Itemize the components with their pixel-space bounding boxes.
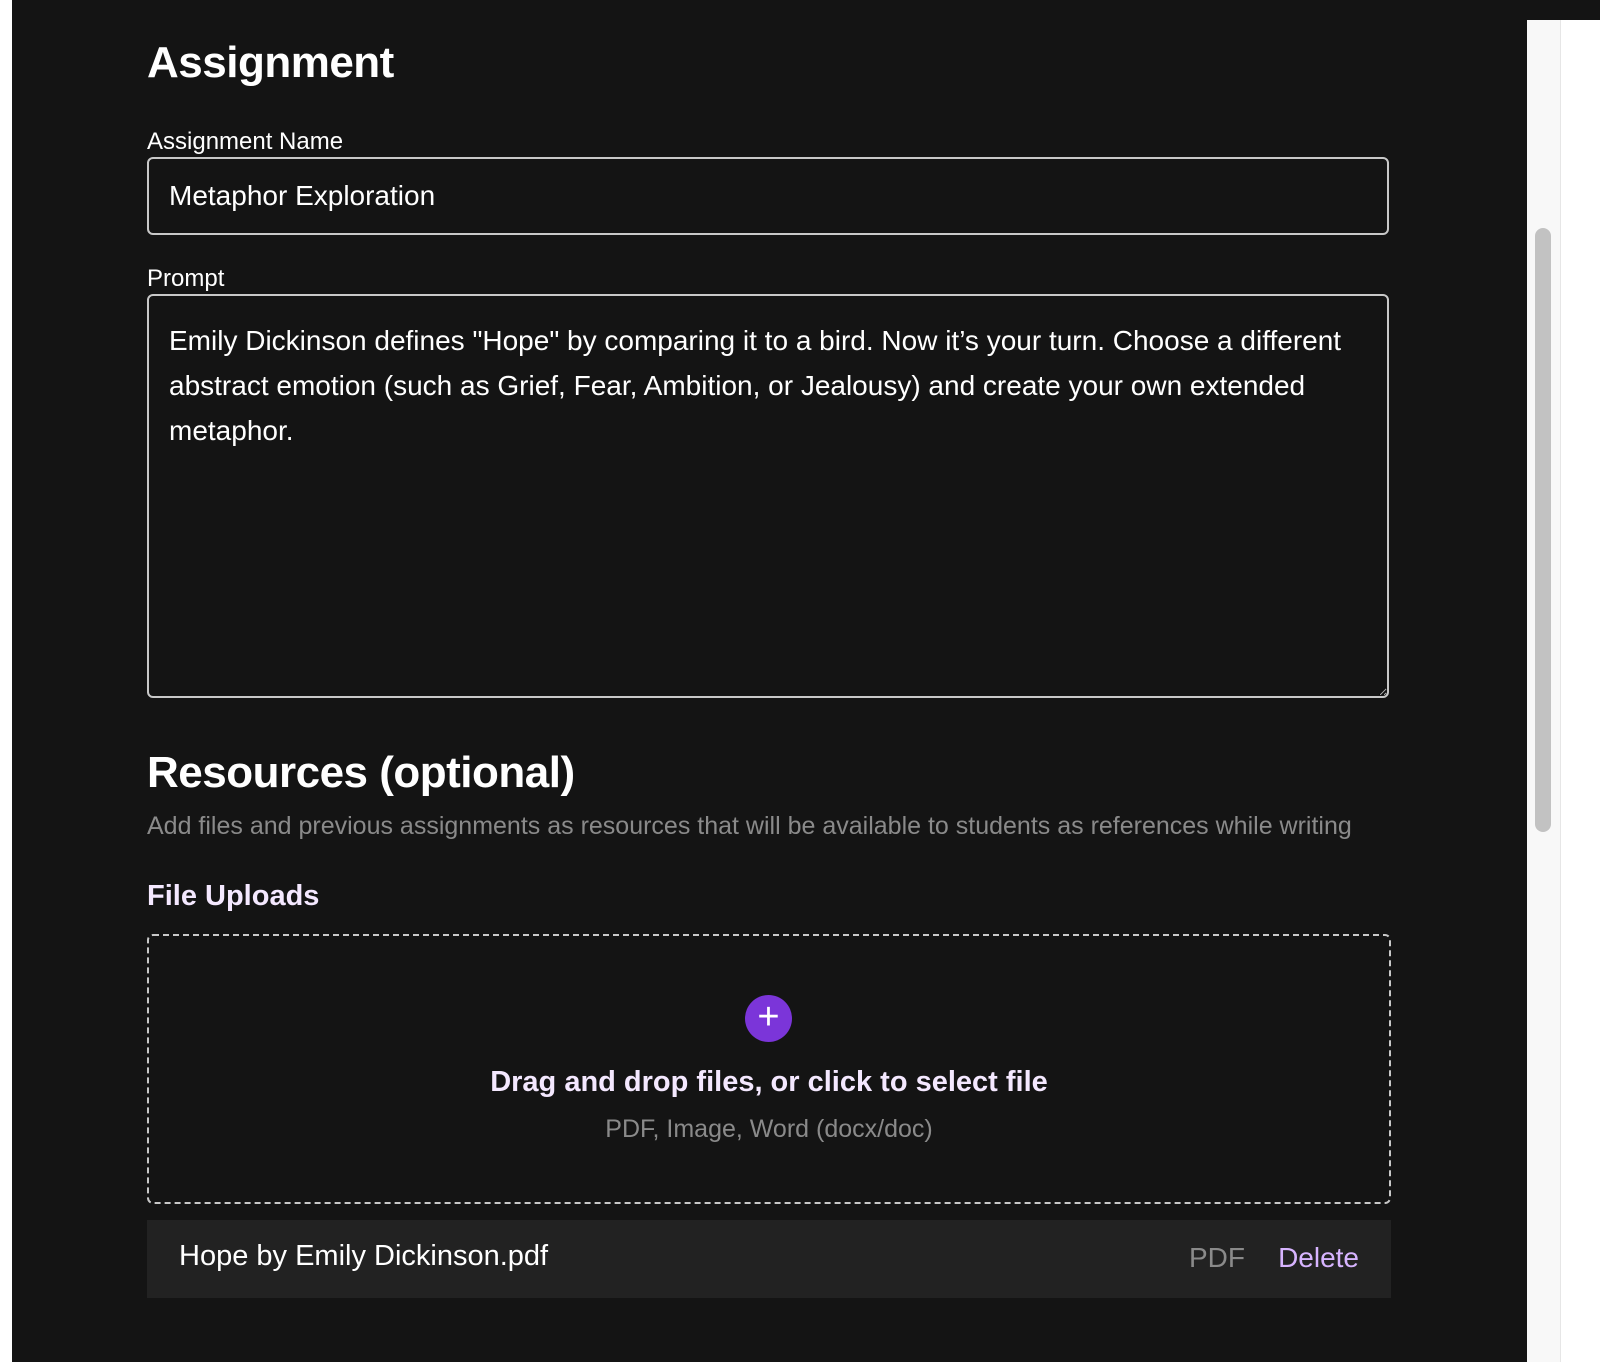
resources-heading: Resources (optional) (147, 748, 575, 797)
dropzone-title[interactable]: Drag and drop files, or click to select file (490, 1066, 1048, 1098)
delete-file-button[interactable]: Delete (1278, 1242, 1359, 1273)
file-name: Hope by Emily Dickinson.pdf (179, 1240, 549, 1272)
assignment-heading: Assignment (147, 38, 394, 87)
prompt-label: Prompt (147, 265, 225, 292)
uploaded-file-row (147, 1220, 1391, 1298)
resources-description: Add files and previous assignments as resources that will be available to students as references while writing (147, 812, 1352, 840)
assignment-name-label: Assignment Name (147, 128, 344, 155)
file-uploads-heading: File Uploads (147, 880, 320, 912)
prompt-textarea[interactable] (147, 294, 1389, 698)
dropzone-formats: PDF, Image, Word (docx/doc) (605, 1115, 933, 1143)
scrollbar-thumb[interactable] (1535, 228, 1551, 832)
top-strip (1527, 0, 1600, 20)
assignment-name-input[interactable] (147, 157, 1389, 235)
plus-icon[interactable]: + (745, 995, 792, 1042)
file-type: PDF (1189, 1242, 1245, 1273)
